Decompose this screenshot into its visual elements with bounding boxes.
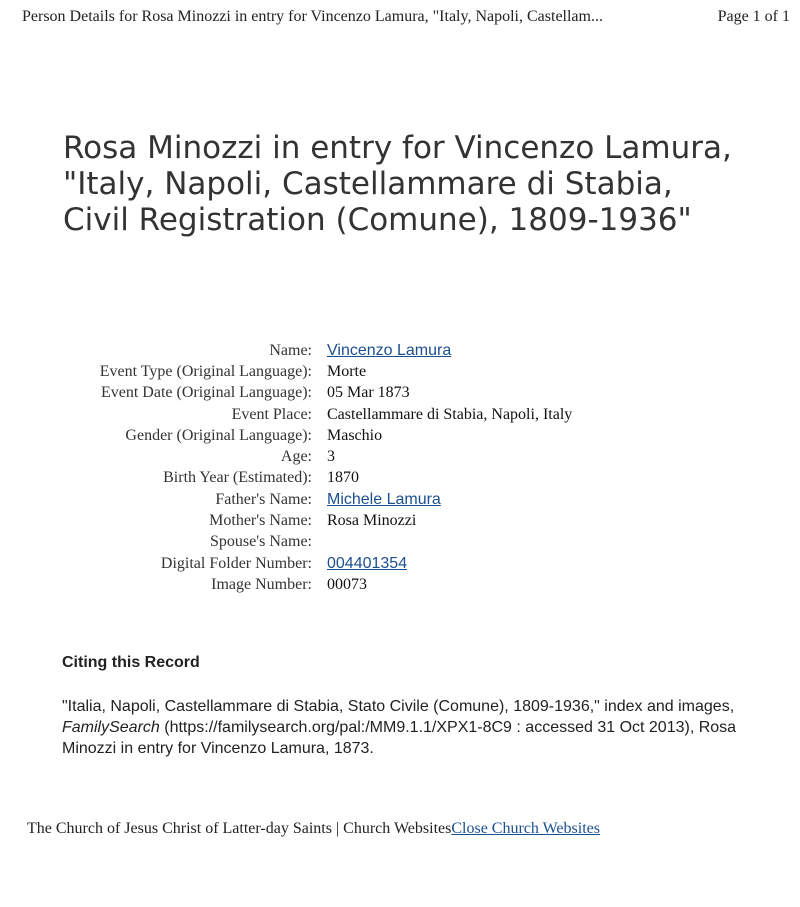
detail-value: 05 Mar 1873 bbox=[327, 384, 410, 402]
detail-label: Event Date (Original Language): bbox=[100, 384, 312, 402]
detail-value: 1870 bbox=[327, 469, 359, 487]
fathers-name-link[interactable]: Michele Lamura bbox=[327, 490, 441, 508]
detail-label: Image Number: bbox=[211, 575, 312, 593]
page-title: Rosa Minozzi in entry for Vincenzo Lamura, "Italy, Napoli, Castellammare di Stabia, Civil Registration (Comune), 1809-1936" bbox=[63, 130, 732, 238]
detail-row-gender bbox=[40, 425, 572, 446]
name-link[interactable]: Vincenzo Lamura bbox=[327, 341, 452, 359]
detail-value: Maschio bbox=[327, 426, 383, 444]
print-header-title: Person Details for Rosa Minozzi in entry for Vincenzo Lamura, "Italy, Napoli, Castellam... bbox=[22, 8, 603, 25]
detail-value: Castellammare di Stabia, Napoli, Italy bbox=[327, 405, 573, 423]
detail-label: Event Place: bbox=[231, 405, 312, 423]
citation-part-1: "Italia, Napoli, Castellammare di Stabia, Stato Civile (Comune), 1809-1936," index and images, bbox=[62, 698, 735, 715]
detail-label: Name: bbox=[269, 341, 312, 359]
footer-text: The Church of Jesus Christ of Latter-day Saints | Church Websites bbox=[27, 820, 452, 837]
print-header bbox=[22, 6, 790, 28]
detail-row-mothers-name bbox=[40, 510, 572, 531]
detail-row-event-type bbox=[40, 361, 572, 382]
detail-row-spouses-name bbox=[40, 532, 572, 553]
detail-row-name bbox=[40, 340, 572, 361]
citation-part-2: (https://familysearch.org/pal:/MM9.1.1/XPX1-8C9 : accessed 31 Oct 2013), Rosa Minozzi in entry for Vincenzo Lamura, 1873. bbox=[62, 719, 737, 757]
detail-value: 00073 bbox=[327, 575, 367, 593]
detail-row-event-place bbox=[40, 404, 572, 425]
detail-value: Rosa Minozzi bbox=[327, 512, 417, 530]
detail-label: Birth Year (Estimated): bbox=[163, 469, 312, 487]
detail-row-event-date bbox=[40, 383, 572, 404]
detail-label: Gender (Original Language): bbox=[125, 426, 312, 444]
detail-label: Father's Name: bbox=[215, 490, 312, 508]
detail-row-image-number bbox=[40, 574, 572, 595]
person-details-table bbox=[40, 340, 572, 596]
detail-label: Age: bbox=[280, 448, 312, 466]
detail-label: Digital Folder Number: bbox=[160, 554, 312, 572]
digital-folder-link[interactable]: 004401354 bbox=[327, 554, 408, 572]
detail-value: 3 bbox=[327, 448, 335, 466]
detail-label: Mother's Name: bbox=[209, 512, 312, 530]
detail-row-fathers-name bbox=[40, 489, 572, 510]
citation-source: FamilySearch bbox=[62, 719, 160, 736]
detail-row-age bbox=[40, 446, 572, 467]
citation-text bbox=[62, 696, 742, 759]
detail-label: Event Type (Original Language): bbox=[99, 362, 312, 380]
detail-row-birth-year bbox=[40, 468, 572, 489]
page-indicator: Page 1 of 1 bbox=[717, 8, 790, 25]
detail-row-digital-folder bbox=[40, 553, 572, 574]
detail-label: Spouse's Name: bbox=[210, 533, 312, 551]
close-church-websites-link[interactable]: Close Church Websites bbox=[451, 820, 600, 837]
footer bbox=[27, 818, 627, 839]
citing-heading: Citing this Record bbox=[62, 654, 200, 671]
detail-value: Morte bbox=[327, 362, 367, 380]
